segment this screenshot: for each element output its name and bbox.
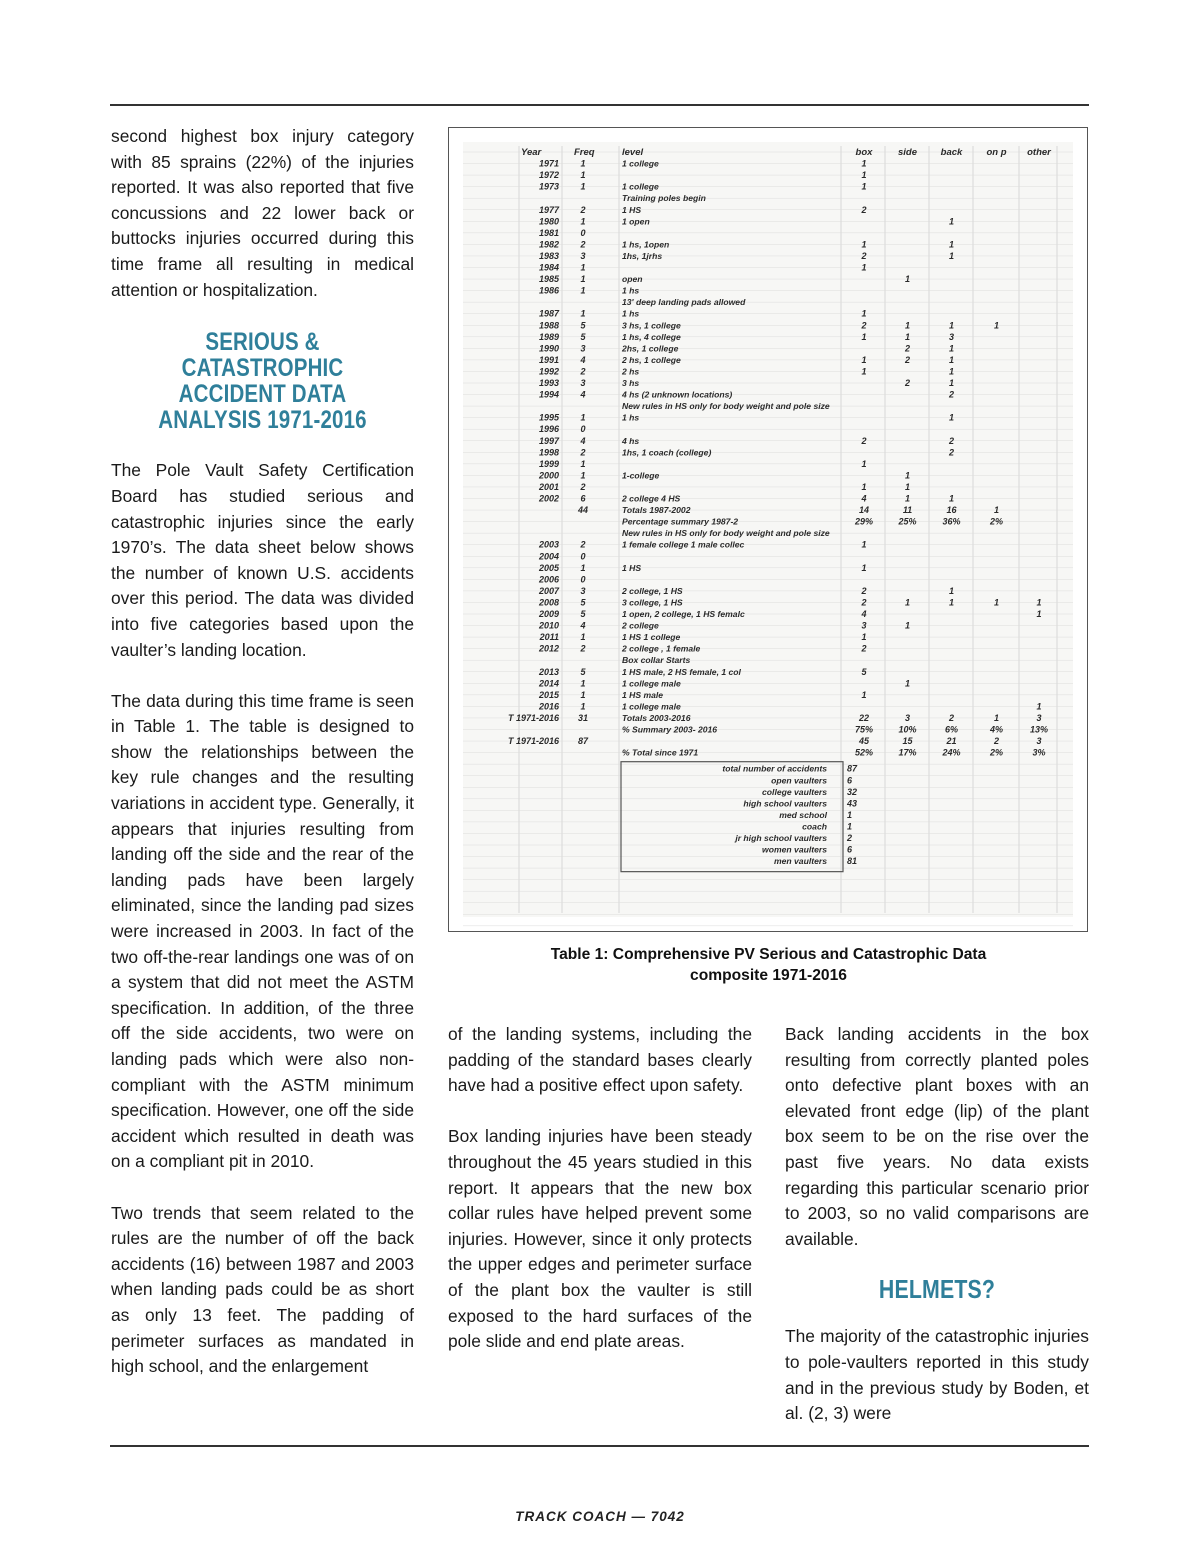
cell-freq: 1 (580, 285, 586, 296)
cell-level: 1 open (622, 216, 650, 227)
cell-count: 1 (993, 712, 1000, 723)
cell-freq: 0 (580, 227, 586, 238)
table-1-figure (448, 127, 1088, 932)
cell-year: 2002 (538, 493, 559, 504)
cell-level: 2 hs, 1 college (622, 354, 681, 365)
cell-count: 2 (861, 435, 867, 446)
cell-count: 1 (861, 366, 867, 377)
cell-freq: 5 (580, 666, 586, 677)
section-heading-serious (111, 329, 414, 433)
cell-count: 1 (948, 239, 955, 250)
cell-freq: 4 (580, 620, 586, 631)
cell-year: 1980 (538, 216, 559, 227)
cell-freq: 44 (577, 505, 589, 516)
cell-count: 1 (948, 320, 955, 331)
paragraph-trends: Two trends that seem related to the rules are the number of off the back accidents (16) between 1987 and 2003 when landing pads could be as short as only 13 feet. The padding of perimeter surfaces as mandated in high school, and the enlargement (111, 1202, 414, 1377)
cell-level: 3 hs (622, 378, 640, 388)
cell-year: 2009 (538, 609, 559, 619)
cell-level: Totals 2003-2016 (622, 712, 691, 723)
cell-level: 2 college, 1 HS (622, 585, 683, 596)
cell-level: 3 college, 1 HS (622, 597, 683, 608)
paragraph-back-landing: Back landing accidents in the box resulting from correctly planted poles onto defective plant boxes with an elevated front edge (lip) of the plant box seem to be on the rise over the past five years. No data exists regarding this particular scenario prior to 2003, so no valid comparisons are available. (785, 1024, 1089, 1249)
cell-count: 2% (989, 516, 1004, 527)
cell-freq: 2 (580, 539, 586, 550)
cell-freq: 1 (580, 470, 586, 481)
summary-label: women vaulters (762, 844, 827, 855)
cell-count: 3 (904, 712, 911, 723)
cell-count: 1 (948, 412, 955, 423)
cell-level: 1hs, 1 coach (college) (622, 447, 712, 458)
cell-year: 1981 (538, 227, 559, 238)
cell-level: 1 female college 1 male collec (622, 539, 745, 550)
cell-level: 3 hs, 1 college (622, 320, 681, 331)
heading-line: ANALYSIS 1971-2016 (158, 405, 367, 434)
cell-count: 1 (861, 539, 867, 550)
cell-year: T 1971-2016 (507, 736, 559, 747)
cell-freq: 0 (580, 574, 586, 585)
cell-count: 6% (944, 724, 959, 735)
cell-count: 1 (904, 320, 911, 331)
summary-value: 32 (847, 786, 858, 797)
cell-freq: 5 (580, 609, 586, 619)
cell-year: 1996 (538, 424, 559, 435)
cell-freq: 5 (580, 597, 586, 608)
cell-level: % Summary 2003- 2016 (622, 724, 718, 735)
cell-year: 1986 (538, 285, 559, 296)
cell-year: 1987 (538, 308, 559, 319)
cell-year: 2016 (538, 701, 559, 712)
paragraph-data: The data during this time frame is seen in Table 1. The table is designed to show the relationships between the key rule changes and the resulting variations in accident type. Generally, it appears that injuries resulting from landing off the side and the rear of the landing pads have been largely eliminated, since the landing pad sizes were increased in 2003. In fact of the two off-the-rear landings one was of on a system that did not meet the ASTM specification. In addition, of the three off the side accidents, two were on landing pads which were also non-compliant with the ASTM minimum specification. However, one off the side accident which resulted in death was on a compliant pit in 2010. (111, 690, 414, 1172)
summary-label: high school vaulters (743, 798, 827, 809)
bottom-rule (110, 1445, 1089, 1447)
cell-count: 1 (904, 470, 911, 481)
table-header: Freq (574, 147, 595, 158)
cell-level: 1 HS (622, 204, 642, 215)
cell-count: 1 (904, 481, 911, 492)
cell-level: 1-college (622, 470, 660, 481)
cell-level: 2 college (622, 620, 659, 631)
cell-level: 1 college (622, 158, 659, 169)
paragraph-majority: The majority of the catastrophic injuries to pole-vaulters reported in this study and in the previous study by Boden, et al. (2, 3) were (785, 1326, 1089, 1424)
paragraph-continued: of the landing systems, including the padding of the standard bases clearly have had a positive effect upon safety. (448, 1024, 752, 1096)
cell-freq: 1 (580, 181, 586, 192)
cell-count: 1 (904, 678, 911, 689)
cell-level: 1 hs (622, 308, 640, 319)
paragraph-board: The Pole Vault Safety Certification Board has studied serious and catastrophic injuries since the early 1970’s. The data sheet below shows the number of known U.S. accidents over this period. The data was divided into five categories based upon the vaulter’s landing location. (111, 460, 414, 660)
table-header: side (897, 147, 918, 158)
cell-count: 2 (948, 389, 955, 400)
summary-value: 2 (847, 833, 853, 843)
cell-level: Totals 1987-2002 (622, 505, 691, 516)
cell-freq: 3 (580, 585, 586, 596)
summary-value: 87 (847, 763, 858, 774)
cell-year: 1977 (538, 204, 559, 215)
table-header: box (855, 147, 873, 158)
cell-year: 2013 (538, 666, 559, 677)
cell-level: 1 open, 2 college, 1 HS femalc (622, 609, 745, 619)
cell-year: 2014 (538, 678, 559, 689)
summary-label: open vaulters (771, 775, 827, 786)
cell-year: T 1971-2016 (507, 712, 559, 723)
cell-year: 2003 (538, 539, 559, 550)
cell-level: Percentage summary 1987-2 (622, 516, 739, 527)
cell-level: 1hs, 1jrhs (622, 250, 663, 261)
cell-count: 1 (1036, 609, 1042, 619)
cell-freq: 2 (580, 366, 586, 377)
figure-caption (448, 944, 1089, 986)
cell-count: 2 (948, 712, 955, 723)
table-header: on p (986, 147, 1007, 158)
cell-year: 2015 (538, 689, 559, 700)
cell-freq: 1 (580, 216, 586, 227)
cell-year: 2001 (538, 481, 559, 492)
cell-year: 1994 (538, 389, 559, 400)
column-2 (448, 1022, 752, 1355)
cell-level: 1 college male (622, 678, 681, 689)
cell-year: 1991 (538, 354, 559, 365)
cell-count: 1 (861, 481, 867, 492)
cell-count: 2 (993, 736, 1000, 747)
section-heading-helmets: HELMETS? (878, 1274, 996, 1305)
cell-level: 2 college 4 HS (622, 493, 681, 504)
table-header: level (622, 147, 644, 158)
summary-value: 6 (847, 844, 853, 855)
cell-count: 21 (946, 736, 957, 747)
cell-freq: 31 (577, 712, 589, 723)
cell-level: 13' deep landing pads allowed (622, 297, 746, 308)
top-rule (110, 104, 1089, 106)
cell-count: 1 (993, 320, 1000, 331)
cell-count: 2 (948, 435, 955, 446)
cell-count: 1 (1036, 597, 1042, 608)
cell-year: 1983 (538, 250, 559, 261)
cell-freq: 1 (580, 170, 586, 181)
scanned-data-sheet (449, 128, 1087, 931)
cell-freq: 3 (580, 343, 586, 354)
cell-year: 1998 (538, 447, 559, 458)
caption-line: Table 1: Comprehensive PV Serious and Catastrophic Data (550, 946, 987, 963)
summary-label: total number of accidents (722, 763, 827, 774)
cell-freq: 0 (580, 424, 586, 435)
cell-level: Box collar Starts (622, 655, 691, 666)
cell-count: 2 (861, 597, 867, 608)
cell-count: 1 (948, 343, 955, 354)
cell-count: 5 (861, 666, 867, 677)
cell-count: 75% (854, 724, 874, 735)
cell-year: 2010 (538, 620, 559, 631)
column-3 (785, 1022, 1089, 1427)
cell-count: 2 (861, 643, 867, 654)
cell-count: 22 (858, 712, 870, 723)
cell-count: 16 (946, 505, 957, 516)
cell-year: 2012 (538, 643, 559, 654)
cell-level: open (622, 274, 643, 285)
cell-count: 24% (942, 747, 961, 758)
cell-count: 17% (898, 747, 917, 758)
cell-year: 1989 (538, 331, 559, 342)
cell-count: 4 (861, 493, 867, 504)
cell-freq: 1 (580, 262, 586, 273)
summary-value: 1 (847, 809, 853, 820)
cell-count: 1 (904, 597, 911, 608)
cell-freq: 4 (580, 435, 586, 446)
cell-count: 2 (904, 354, 911, 365)
cell-year: 1992 (538, 366, 559, 377)
cell-level: 1 HS 1 college (622, 632, 681, 643)
cell-count: 1 (861, 170, 867, 181)
cell-freq: 4 (580, 354, 586, 365)
paragraph-box-injuries: Box landing injuries have been steady throughout the 45 years studied in this report. It appears that the new box collar rules have helped prevent some injuries. However, since it only protects the upper edges and perimeter surface of the plant box the vaulter is still exposed to the hard surfaces of the pole slide and end plate areas. (448, 1126, 752, 1352)
heading-line: SERIOUS & (205, 327, 320, 356)
cell-count: 2 (861, 204, 867, 215)
cell-year: 1999 (538, 458, 559, 469)
table-header: Year (521, 147, 542, 158)
cell-year: 1973 (538, 181, 559, 192)
cell-level: 1 college (622, 181, 659, 192)
cell-count: 2 (861, 320, 867, 331)
cell-count: 1 (861, 562, 867, 573)
cell-count: 3 (861, 620, 867, 631)
cell-count: 1 (861, 632, 867, 643)
cell-level: New rules in HS only for body weight and pole size (622, 401, 830, 412)
cell-freq: 5 (580, 320, 586, 331)
cell-count: 1 (1036, 701, 1042, 712)
cell-count: 1 (861, 458, 867, 469)
cell-freq: 2 (580, 447, 586, 458)
cell-freq: 1 (580, 412, 586, 423)
cell-level: New rules in HS only for body weight and pole size (622, 528, 830, 539)
cell-count: 1 (904, 274, 911, 285)
cell-count: 4% (989, 724, 1004, 735)
cell-count: 14 (858, 505, 870, 516)
cell-level: 1 hs, 4 college (622, 331, 681, 342)
cell-freq: 2 (580, 239, 586, 250)
column-1 (111, 124, 414, 1380)
cell-freq: 3 (580, 378, 586, 388)
cell-count: 1 (948, 354, 955, 365)
cell-level: 1 college male (622, 701, 681, 712)
cell-count: 4 (861, 609, 867, 619)
cell-count: 1 (948, 585, 955, 596)
cell-freq: 1 (580, 678, 586, 689)
cell-count: 1 (861, 354, 867, 365)
summary-value: 43 (847, 798, 858, 809)
cell-freq: 0 (580, 551, 586, 562)
cell-level: 2hs, 1 college (622, 343, 679, 354)
cell-count: 1 (861, 331, 867, 342)
cell-count: 1 (861, 308, 867, 319)
cell-freq: 87 (577, 736, 589, 747)
cell-freq: 1 (580, 458, 586, 469)
cell-year: 1984 (538, 262, 559, 273)
table-header: other (1027, 147, 1051, 158)
cell-year: 1982 (538, 239, 559, 250)
cell-freq: 2 (580, 643, 586, 654)
cell-year: 1990 (538, 343, 559, 354)
summary-label: jr high school vaulters (735, 833, 827, 843)
cell-freq: 1 (580, 274, 586, 285)
cell-count: 2 (861, 585, 867, 596)
cell-count: 10% (898, 724, 917, 735)
cell-level: 1 HS male (622, 689, 664, 700)
summary-value: 1 (847, 821, 853, 832)
cell-count: 1 (861, 181, 867, 192)
cell-freq: 6 (580, 493, 586, 504)
cell-count: 2 (904, 343, 911, 354)
summary-value: 6 (847, 775, 853, 786)
cell-count: 1 (904, 493, 911, 504)
page-footer: TRACK COACH — 7042 (515, 1509, 685, 1524)
cell-count: 2 (904, 378, 911, 388)
cell-count: 3 (1036, 712, 1042, 723)
cell-count: 3 (948, 331, 955, 342)
cell-count: 36% (942, 516, 961, 527)
cell-freq: 1 (580, 701, 586, 712)
cell-count: 1 (948, 493, 955, 504)
cell-level: 1 HS (622, 562, 642, 573)
cell-year: 1997 (538, 435, 559, 446)
cell-count: 2 (861, 250, 867, 261)
cell-freq: 2 (580, 204, 586, 215)
cell-freq: 1 (580, 158, 586, 169)
cell-count: 1 (861, 239, 867, 250)
cell-count: 1 (948, 366, 955, 377)
cell-year: 1995 (538, 412, 559, 423)
cell-count: 11 (902, 505, 913, 516)
cell-level: 1 hs, 1open (622, 239, 670, 250)
cell-level: 4 hs (622, 435, 640, 446)
cell-count: 13% (1029, 724, 1049, 735)
cell-year: 2011 (539, 632, 559, 643)
cell-count: 25% (898, 516, 917, 527)
cell-year: 1972 (538, 170, 559, 181)
caption-line: composite 1971-2016 (690, 967, 847, 984)
cell-year: 2007 (538, 585, 559, 596)
cell-freq: 1 (580, 689, 586, 700)
summary-label: college vaulters (762, 786, 827, 797)
cell-level: 1 HS male, 2 HS female, 1 col (622, 666, 741, 677)
cell-freq: 1 (580, 308, 586, 319)
cell-count: 29% (854, 516, 874, 527)
cell-freq: 2 (580, 481, 586, 492)
cell-count: 1 (948, 378, 955, 388)
cell-count: 3% (1032, 747, 1046, 758)
cell-count: 1 (948, 216, 955, 227)
cell-freq: 5 (580, 331, 586, 342)
cell-count: 1 (948, 250, 955, 261)
cell-level: 2 college , 1 female (622, 643, 701, 654)
summary-label: med school (779, 809, 827, 820)
cell-count: 1 (861, 689, 867, 700)
cell-count: 2 (948, 447, 955, 458)
cell-level: 1 hs (622, 285, 640, 296)
cell-level: 2 hs (622, 366, 640, 377)
cell-count: 52% (854, 747, 874, 758)
cell-count: 1 (993, 505, 1000, 516)
heading-line: ACCIDENT DATA (178, 379, 347, 408)
cell-level: 1 hs (622, 412, 640, 423)
cell-year: 1993 (538, 378, 559, 388)
cell-freq: 1 (580, 562, 586, 573)
table-header: back (940, 147, 963, 158)
cell-count: 45 (858, 736, 870, 747)
cell-count: 1 (948, 597, 955, 608)
cell-year: 2008 (538, 597, 559, 608)
cell-count: 1 (904, 331, 911, 342)
cell-freq: 4 (580, 389, 586, 400)
cell-year: 2006 (538, 574, 559, 585)
cell-count: 2% (989, 747, 1004, 758)
cell-year: 1988 (538, 320, 559, 331)
summary-label: coach (802, 821, 827, 832)
cell-count: 1 (861, 262, 867, 273)
cell-count: 1 (861, 158, 867, 169)
cell-year: 1985 (538, 274, 559, 285)
cell-freq: 1 (580, 632, 586, 643)
cell-count: 1 (904, 620, 911, 631)
cell-level: % Total since 1971 (622, 747, 699, 758)
cell-year: 2005 (538, 562, 559, 573)
summary-value: 81 (847, 856, 858, 867)
cell-count: 1 (993, 597, 1000, 608)
cell-year: 1971 (538, 158, 559, 169)
summary-label: men vaulters (773, 856, 827, 867)
cell-level: Training poles begin (622, 193, 706, 204)
cell-count: 3 (1036, 736, 1042, 747)
cell-level: 4 hs (2 unknown locations) (622, 389, 733, 400)
cell-year: 2004 (538, 551, 559, 562)
cell-count: 15 (902, 736, 913, 747)
cell-freq: 3 (580, 250, 586, 261)
cell-year: 2000 (538, 470, 559, 481)
paragraph-intro: second highest box injury category with 85 sprains (22%) of the injuries reported. It was also reported that five concussions and 22 lower back or buttocks injuries occurred during this time frame all resulting in medical attention or hospitalization. (111, 126, 414, 300)
heading-line: CATASTROPHIC (181, 353, 344, 382)
